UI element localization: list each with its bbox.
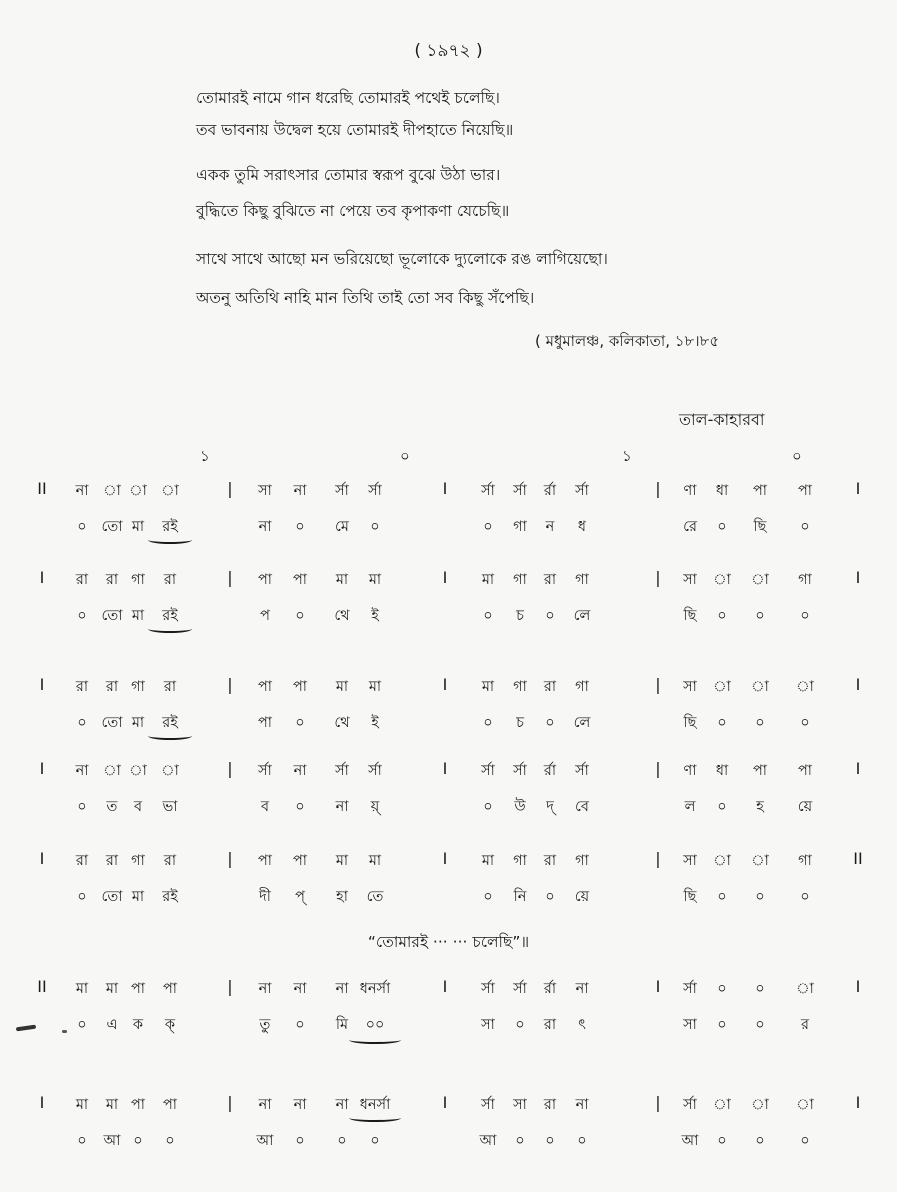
- syllable: ন: [545, 519, 555, 535]
- swara-note: র্সা: [368, 483, 382, 499]
- swara-note: মা: [75, 981, 89, 997]
- swara-note: রা: [543, 572, 557, 588]
- swara-note: সা: [513, 1097, 527, 1113]
- syllable: রে: [683, 519, 697, 535]
- bar-line: |: [227, 759, 233, 778]
- swara-note: না: [335, 1097, 349, 1113]
- lyric-line-6: অতনু অতিথি নাহি মান তিথি তাই তো সব কিছু সঁপেছি।: [196, 289, 535, 307]
- swara-note: া: [751, 853, 769, 869]
- syllable: মা: [131, 519, 145, 535]
- swara-note: া: [161, 483, 179, 499]
- swara-note: র্রা: [543, 763, 557, 779]
- bar-line: I: [442, 1093, 448, 1112]
- syllable: না: [258, 519, 272, 535]
- syllable: য়্: [370, 799, 380, 815]
- syllable: সা: [481, 1017, 495, 1033]
- swara-note: গা: [575, 679, 589, 695]
- syllable: থে: [334, 715, 350, 731]
- bar-line: I: [442, 479, 448, 498]
- syllable: রই: [162, 519, 178, 535]
- swara-note: র্রা: [543, 981, 557, 997]
- swara-note: পা: [130, 981, 146, 997]
- swara-note: না: [293, 763, 307, 779]
- swara-note: গা: [513, 853, 527, 869]
- swara-note: মা: [481, 679, 495, 695]
- swara-note: া: [751, 572, 769, 588]
- swara-note: া: [129, 763, 147, 779]
- swara-note: পা: [752, 483, 768, 499]
- lyric-line-4: বুদ্ধিতে কিছু বুঝিতে না পেয়ে তব কৃপাকণা যেচেছি॥: [196, 202, 510, 220]
- bar-line: I: [442, 977, 448, 996]
- bar-line: I: [442, 568, 448, 587]
- swara-note: সা: [683, 679, 697, 695]
- source-note: ( মধুমালঞ্চ, কলিকাতা, ১৮।৮৫: [535, 332, 720, 350]
- syllable: ০: [755, 715, 765, 731]
- syllable: বে: [575, 799, 589, 815]
- syllable: চ: [516, 608, 524, 624]
- syllable: ছি: [683, 608, 697, 624]
- syllable: ০: [77, 608, 87, 624]
- swara-note: না: [258, 1097, 272, 1113]
- bar-line: II: [37, 977, 47, 996]
- swara-note: না: [575, 1097, 589, 1113]
- syllable: হা: [336, 889, 348, 905]
- swara-note: া: [796, 981, 814, 997]
- swara-note: া: [103, 483, 121, 499]
- syllable: নি: [513, 889, 527, 905]
- swara-note: গা: [798, 572, 812, 588]
- swara-note: গা: [131, 853, 145, 869]
- syllable: হ: [756, 799, 764, 815]
- syllable: ০: [483, 715, 493, 731]
- swara-note: না: [75, 483, 89, 499]
- syllable: ৎ: [578, 1017, 586, 1033]
- syllable: ০: [755, 1133, 765, 1149]
- swara-note: মা: [105, 1097, 119, 1113]
- syllable: ব: [260, 799, 270, 815]
- syllable: ০: [295, 608, 305, 624]
- syllable: ০: [295, 799, 305, 815]
- bar-line: I: [442, 759, 448, 778]
- swara-note: র্সা: [683, 981, 697, 997]
- syllable: ০: [483, 519, 493, 535]
- swara-note: র্সা: [481, 483, 495, 499]
- swara-note: গা: [575, 853, 589, 869]
- syllable: ০: [77, 1017, 87, 1033]
- song-number: ( ১৯৭২ ): [414, 41, 483, 61]
- syllable: মে: [335, 519, 349, 535]
- syllable: য়ে: [797, 799, 813, 815]
- swara-note: পা: [257, 853, 273, 869]
- syllable: ০: [77, 519, 87, 535]
- beat-marker: ০: [400, 447, 410, 465]
- bar-line: II: [853, 849, 863, 868]
- syllable: রই: [162, 715, 178, 731]
- swara-note: র্সা: [513, 763, 527, 779]
- bar-line: |: [655, 675, 661, 694]
- bar-line: |: [655, 849, 661, 868]
- syllable: ০: [515, 1133, 525, 1149]
- syllable: ০: [800, 519, 810, 535]
- swara-note: মা: [481, 853, 495, 869]
- swara-note: র্সা: [258, 763, 272, 779]
- tala-label: তাল-কাহারবা: [679, 410, 765, 429]
- syllable: ০: [800, 608, 810, 624]
- swara-note: গা: [798, 853, 812, 869]
- swara-note: ০: [755, 981, 765, 997]
- syllable: তো: [101, 608, 123, 624]
- swara-note: র্সা: [683, 1097, 697, 1113]
- syllable: ছি: [683, 715, 697, 731]
- swara-note: পা: [797, 763, 813, 779]
- swara-note: া: [796, 1097, 814, 1113]
- syllable: ০: [483, 889, 493, 905]
- swara-note: মা: [481, 572, 495, 588]
- swara-note: গা: [513, 679, 527, 695]
- syllable: তো: [101, 519, 123, 535]
- syllable: ০: [165, 1133, 175, 1149]
- syllable: ০: [577, 1133, 587, 1149]
- syllable: ০: [370, 519, 380, 535]
- syllable: ০: [545, 889, 555, 905]
- syllable: দ্: [546, 799, 554, 815]
- swara-note: না: [75, 763, 89, 779]
- syllable: আ: [103, 1133, 121, 1149]
- syllable: ০: [77, 1133, 87, 1149]
- bar-line: |: [227, 568, 233, 587]
- syllable: ভা: [162, 799, 178, 815]
- swara-note: পা: [257, 679, 273, 695]
- syllable: গা: [513, 519, 527, 535]
- swara-note: গা: [575, 572, 589, 588]
- syllable: ০: [295, 1017, 305, 1033]
- syllable: ০: [545, 608, 555, 624]
- syllable: ০: [337, 1133, 347, 1149]
- swara-note: মা: [368, 572, 382, 588]
- syllable: তে: [366, 889, 384, 905]
- syllable: ০: [370, 1133, 380, 1149]
- bar-line: I: [855, 759, 861, 778]
- syllable: পা: [257, 715, 273, 731]
- ink-smudge: [16, 1025, 36, 1032]
- swara-note: পা: [130, 1097, 146, 1113]
- syllable: ০: [295, 715, 305, 731]
- swara-note: ধনর্সা: [359, 1097, 391, 1113]
- swara-note: া: [129, 483, 147, 499]
- swara-note: র্সা: [575, 763, 589, 779]
- syllable: ০: [545, 715, 555, 731]
- swara-note: রা: [105, 679, 119, 695]
- swara-note: া: [713, 572, 731, 588]
- swara-note: মা: [75, 1097, 89, 1113]
- swara-note: মা: [335, 679, 349, 695]
- syllable: ব: [133, 799, 143, 815]
- syllable: আ: [479, 1133, 497, 1149]
- beat-marker: ১: [622, 447, 632, 465]
- swara-note: া: [751, 679, 769, 695]
- syllable: ই: [371, 608, 379, 624]
- swara-note: র্সা: [575, 483, 589, 499]
- syllable: ক্: [164, 1017, 176, 1033]
- swara-note: রা: [163, 853, 177, 869]
- bar-line: |: [655, 759, 661, 778]
- bar-line: I: [855, 568, 861, 587]
- swara-note: রা: [105, 853, 119, 869]
- lyric-line-1: তোমারই নামে গান ধরেছি তোমারই পথেই চলেছি।: [196, 89, 500, 107]
- swara-note: রা: [543, 679, 557, 695]
- syllable: সা: [683, 1017, 697, 1033]
- swara-note: র্সা: [513, 981, 527, 997]
- swara-note: গা: [131, 572, 145, 588]
- syllable: য়ে: [574, 889, 590, 905]
- syllable: চ: [516, 715, 524, 731]
- swara-note: পা: [162, 1097, 178, 1113]
- swara-note: পা: [292, 853, 308, 869]
- syllable: মা: [131, 889, 145, 905]
- swara-note: র্সা: [368, 763, 382, 779]
- bar-line: I: [855, 1093, 861, 1112]
- swara-note: া: [713, 679, 731, 695]
- bar-line: I: [39, 759, 45, 778]
- swara-note: না: [293, 1097, 307, 1113]
- syllable: ০: [717, 1133, 727, 1149]
- refrain-line: “তোমারই ··· ··· চলেছি”॥: [367, 933, 530, 951]
- swara-note: মা: [335, 572, 349, 588]
- bar-line: I: [442, 675, 448, 694]
- swara-note: ধা: [715, 763, 729, 779]
- bar-line: |: [227, 849, 233, 868]
- lyric-line-3: একক তুমি সরাৎসার তোমার স্বরূপ বুঝে উঠা ভার।: [196, 166, 501, 184]
- swara-note: পা: [257, 572, 273, 588]
- bar-line: |: [227, 1093, 233, 1112]
- swara-note: র্সা: [481, 981, 495, 997]
- swara-note: র্সা: [481, 763, 495, 779]
- syllable: ০: [800, 1133, 810, 1149]
- beat-marker: ০: [792, 447, 802, 465]
- swara-note: পা: [162, 981, 178, 997]
- lyric-line-5: সাথে সাথে আছো মন ভরিয়েছো ভূলোকে দ্যুলোকে রঙ লাগিয়েছো।: [196, 250, 608, 268]
- syllable: ০: [133, 1133, 143, 1149]
- syllable: ০: [755, 608, 765, 624]
- swara-note: রা: [543, 1097, 557, 1113]
- swara-note: না: [293, 483, 307, 499]
- syllable: রই: [162, 889, 178, 905]
- swara-note: া: [103, 763, 121, 779]
- syllable: উ: [514, 799, 526, 815]
- bar-line: |: [227, 479, 233, 498]
- swara-note: া: [161, 763, 179, 779]
- swara-note: রা: [543, 853, 557, 869]
- swara-note: র্সা: [335, 763, 349, 779]
- syllable: ০: [77, 889, 87, 905]
- syllable: লে: [573, 608, 591, 624]
- syllable: লে: [573, 715, 591, 731]
- bar-line: I: [39, 568, 45, 587]
- swara-note: পা: [752, 763, 768, 779]
- beat-marker: ১: [200, 447, 210, 465]
- swara-note: পা: [797, 483, 813, 499]
- syllable: আ: [681, 1133, 699, 1149]
- swara-note: রা: [75, 853, 89, 869]
- swara-note: র্সা: [481, 1097, 495, 1113]
- syllable: ধ: [577, 519, 587, 535]
- syllable: প: [260, 608, 270, 624]
- syllable: আ: [256, 1133, 274, 1149]
- bar-line: |: [655, 1093, 661, 1112]
- swara-note: সা: [683, 853, 697, 869]
- bar-line: I: [442, 849, 448, 868]
- swara-note: া: [713, 853, 731, 869]
- swara-note: মা: [105, 981, 119, 997]
- swara-note: ণা: [683, 763, 697, 779]
- syllable: ০: [295, 1133, 305, 1149]
- swara-note: না: [575, 981, 589, 997]
- bar-line: |: [655, 479, 661, 498]
- swara-note: সা: [683, 572, 697, 588]
- syllable: ই: [371, 715, 379, 731]
- syllable: রা: [543, 1017, 557, 1033]
- swara-note: রা: [75, 572, 89, 588]
- swara-note: সা: [258, 483, 272, 499]
- swara-note: রা: [105, 572, 119, 588]
- syllable: ছি: [683, 889, 697, 905]
- syllable: ০: [755, 889, 765, 905]
- syllable: মা: [131, 715, 145, 731]
- syllable: ত: [106, 799, 118, 815]
- bar-line: I: [655, 977, 661, 996]
- syllable: ক: [132, 1017, 144, 1033]
- syllable: প্: [295, 889, 305, 905]
- bar-line: |: [227, 977, 233, 996]
- swara-note: র্রা: [543, 483, 557, 499]
- swara-note: পা: [292, 572, 308, 588]
- bar-line: I: [855, 479, 861, 498]
- swara-note: পা: [292, 679, 308, 695]
- bar-line: I: [39, 1093, 45, 1112]
- swara-note: ০: [717, 981, 727, 997]
- bar-line: |: [655, 568, 661, 587]
- swara-note: না: [293, 981, 307, 997]
- swara-note: ণা: [683, 483, 697, 499]
- syllable: ০: [755, 1017, 765, 1033]
- bar-line: I: [855, 977, 861, 996]
- syllable: ০: [800, 715, 810, 731]
- syllable: ০: [77, 715, 87, 731]
- swara-note: মা: [368, 679, 382, 695]
- swara-note: মা: [368, 853, 382, 869]
- syllable: ০: [800, 889, 810, 905]
- swara-note: ধা: [715, 483, 729, 499]
- syllable: রই: [162, 608, 178, 624]
- swara-note: া: [796, 679, 814, 695]
- syllable: তু: [259, 1017, 271, 1033]
- syllable: ০০: [365, 1017, 385, 1033]
- swara-note: া: [713, 1097, 731, 1113]
- syllable: ০: [717, 889, 727, 905]
- syllable: ০: [295, 519, 305, 535]
- swara-note: রা: [75, 679, 89, 695]
- bar-line: |: [227, 675, 233, 694]
- syllable: ০: [483, 799, 493, 815]
- ink-smudge: [62, 1030, 67, 1033]
- syllable: ০: [717, 799, 727, 815]
- syllable: ০: [77, 799, 87, 815]
- swara-note: রা: [163, 679, 177, 695]
- swara-note: মা: [335, 853, 349, 869]
- syllable: মা: [131, 608, 145, 624]
- syllable: ছি: [753, 519, 767, 535]
- syllable: মি: [335, 1017, 349, 1033]
- syllable: তো: [101, 715, 123, 731]
- swara-note: না: [258, 981, 272, 997]
- swara-note: গা: [513, 572, 527, 588]
- lyric-line-2: তব ভাবনায় উদ্বেল হয়ে তোমারই দীপহাতে নিয়েছি॥: [196, 121, 514, 139]
- bar-line: I: [855, 675, 861, 694]
- syllable: ল: [684, 799, 696, 815]
- swara-note: র্সা: [335, 483, 349, 499]
- swara-note: না: [335, 981, 349, 997]
- syllable: ০: [545, 1133, 555, 1149]
- bar-line: II: [37, 479, 47, 498]
- syllable: ০: [483, 608, 493, 624]
- bar-line: I: [39, 849, 45, 868]
- syllable: ০: [717, 1017, 727, 1033]
- syllable: তো: [101, 889, 123, 905]
- swara-note: ধনর্সা: [359, 981, 391, 997]
- swara-note: া: [751, 1097, 769, 1113]
- swara-note: গা: [131, 679, 145, 695]
- syllable: না: [335, 799, 349, 815]
- syllable: দী: [259, 889, 271, 905]
- syllable: থে: [334, 608, 350, 624]
- syllable: ০: [717, 715, 727, 731]
- swara-note: র্সা: [513, 483, 527, 499]
- syllable: র: [801, 1017, 809, 1033]
- bar-line: I: [39, 675, 45, 694]
- swara-note: রা: [163, 572, 177, 588]
- syllable: এ: [106, 1017, 118, 1033]
- syllable: ০: [717, 608, 727, 624]
- syllable: ০: [717, 519, 727, 535]
- syllable: ০: [515, 1017, 525, 1033]
